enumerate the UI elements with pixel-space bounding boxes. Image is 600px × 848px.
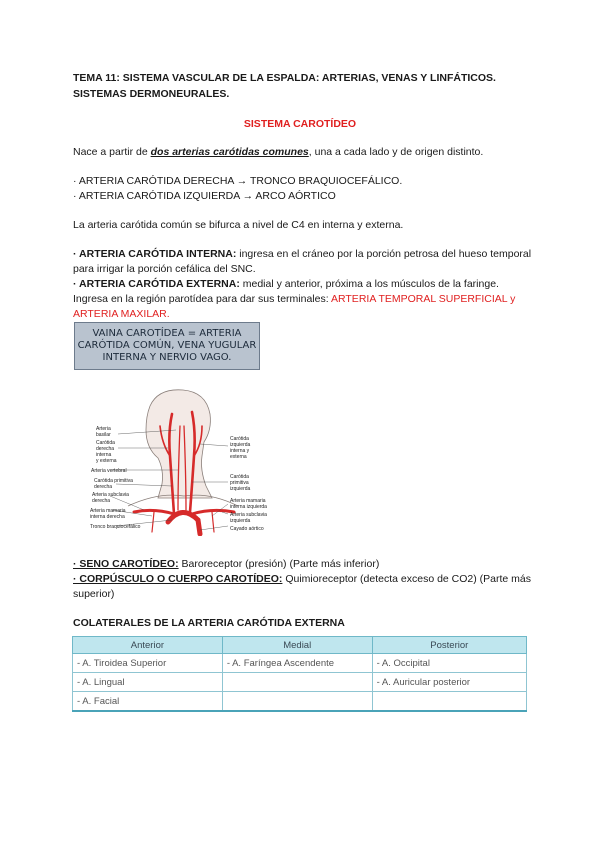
label-basilar-1: Arteria — [96, 426, 111, 432]
table-cell — [222, 692, 372, 712]
table-cell: - A. Occipital — [372, 654, 526, 673]
label-mii-2: interna izquierda — [230, 504, 267, 510]
intro-emphasis: dos arterias carótidas comunes — [150, 146, 309, 158]
label-basilar-2: basilar — [96, 432, 111, 438]
intro-paragraph — [73, 145, 533, 160]
carotid-anatomy-figure — [88, 386, 278, 536]
label-ci-1: Carótida — [230, 436, 249, 442]
intro-pre: Nace a partir de — [73, 146, 151, 158]
label-cd-3: interna — [96, 452, 112, 458]
label-cd-1: Carótida — [96, 440, 115, 446]
table-cell: - A. Facial — [73, 692, 223, 712]
label-cd-4: y externa — [96, 458, 117, 464]
intro-post: , una a cada lado y de origen distinto. — [308, 146, 484, 158]
externa-label: · ARTERIA CARÓTIDA EXTERNA: — [73, 278, 240, 290]
seno-paragraph — [73, 557, 533, 572]
label-ci-4: externa — [230, 454, 247, 460]
label-cayado: Cayado aórtico — [230, 526, 264, 532]
table-cell — [372, 692, 526, 712]
left-subclavian — [192, 510, 234, 514]
label-cpi-2: primitiva — [230, 480, 249, 486]
table-row — [73, 692, 527, 712]
table-title: COLATERALES DE LA ARTERIA CARÓTIDA EXTERNA — [73, 617, 345, 629]
label-cpd-2: derecha — [94, 484, 113, 490]
header-medial: Medial — [222, 637, 372, 654]
label-sd-1: Arteria subclavia — [92, 492, 129, 498]
label-mii-1: Arteria mamaria — [230, 498, 266, 504]
interna-label: · ARTERIA CARÓTIDA INTERNA: — [73, 248, 237, 260]
corpusculo-text: Quimioreceptor (detecta exceso de CO2) (Parte más superior) — [73, 573, 532, 600]
label-vertebral: Arteria vertebral — [91, 468, 127, 474]
table-cell — [222, 673, 372, 692]
label-si-1: Arteria subclavia — [230, 512, 267, 518]
label-mid-1: Arteria mamaria — [90, 508, 126, 514]
label-si-2: izquierda — [230, 518, 251, 524]
seno-label: · SENO CAROTÍDEO: — [73, 558, 179, 570]
title-line-1: TEMA 11: SISTEMA VASCULAR DE LA ESPALDA: ARTERIAS, VENAS Y LINFÁTICOS. — [73, 72, 496, 84]
title-line-2: SISTEMAS DERMONEURALES. — [73, 88, 230, 100]
interna-paragraph — [73, 247, 533, 277]
table-cell: - A. Faríngea Ascendente — [222, 654, 372, 673]
label-cd-2: derecha — [96, 446, 115, 452]
table-cell: - A. Lingual — [73, 673, 223, 692]
externa-terminals: ARTERIA TEMPORAL SUPERFICIAL y ARTERIA MAXILAR. — [73, 293, 516, 320]
label-tronco: Tronco braquiocefálico — [90, 524, 141, 530]
table-cell: - A. Auricular posterior — [372, 673, 526, 692]
externa-paragraph — [73, 277, 533, 322]
section-title: SISTEMA CAROTÍDEO — [243, 118, 357, 130]
header-anterior: Anterior — [73, 637, 223, 654]
descending-aorta — [198, 520, 200, 534]
corpusculo-label: · CORPÚSCULO O CUERPO CAROTÍDEO: — [73, 573, 283, 585]
table-row — [73, 673, 527, 692]
label-ci-2: izquierda — [230, 442, 251, 448]
label-mid-2: interna derecha — [90, 514, 125, 520]
label-sd-2: derecha — [92, 498, 111, 504]
bullet-right: · ARTERIA CARÓTIDA DERECHA → TRONCO BRAQUIOCEFÁLICO. — [73, 175, 403, 187]
table-row — [73, 654, 527, 673]
table-header-row — [73, 637, 527, 654]
externa-text: medial y anterior, próxima a los músculos de la faringe. Ingresa en la región parotídea para dar sus terminales: — [73, 278, 499, 305]
label-cpi-3: izquierda — [230, 486, 251, 492]
document-title — [73, 70, 543, 102]
corpusculo-paragraph — [73, 572, 533, 602]
interna-text: ingresa en el cráneo por la porción petrosa del hueso temporal para irrigar la porción cefálica del SNC. — [73, 248, 532, 275]
bullet-left: · ARTERIA CARÓTIDA IZQUIERDA → ARCO AÓRTICO — [73, 190, 336, 202]
carotid-sheath-callout: VAINA CAROTÍDEA = ARTERIA CARÓTIDA COMÚN, VENA YUGULAR INTERNA Y NERVIO VAGO. — [74, 322, 260, 370]
label-ci-3: interna y — [230, 448, 250, 454]
label-cpd-1: Carótida primitiva — [94, 478, 133, 484]
seno-text: Baroreceptor (presión) (Parte más inferior) — [178, 558, 380, 570]
table-cell: - A. Tiroidea Superior — [73, 654, 223, 673]
header-posterior: Posterior — [372, 637, 526, 654]
collaterals-table — [72, 636, 527, 712]
label-cpi-1: Carótida — [230, 474, 249, 480]
bifurcation-text: La arteria carótida común se bifurca a nivel de C4 en interna y externa. — [73, 219, 404, 231]
